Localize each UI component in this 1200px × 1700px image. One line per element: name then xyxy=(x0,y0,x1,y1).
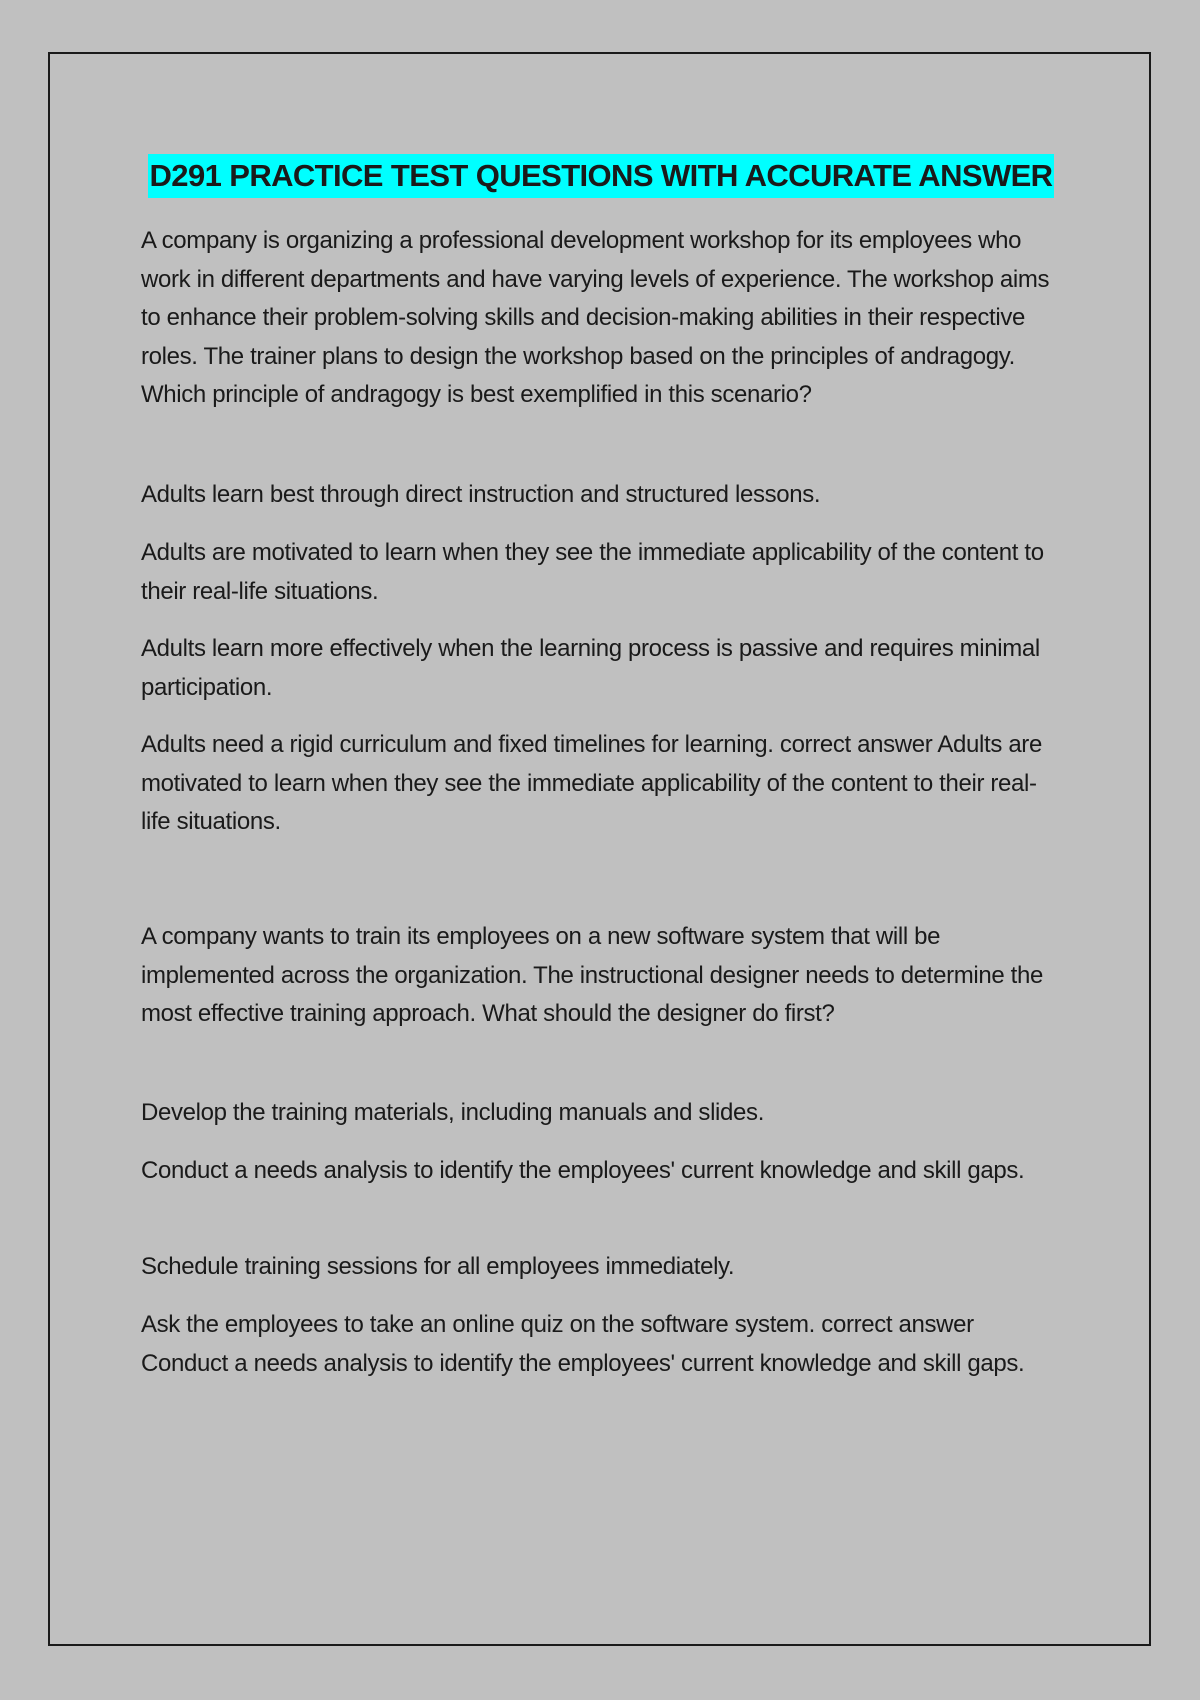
question-2-option-1: Develop the training materials, including manuals and slides. xyxy=(141,1099,765,1126)
title-container xyxy=(141,154,1061,198)
question-2-text: A company wants to train its employees on a new software system that will be implemented across the organization. The instructional designer needs to determine the most effective training approach. What should the designer do first? xyxy=(141,923,1043,1027)
question-1-option-1: Adults learn best through direct instruction and structured lessons. xyxy=(141,481,821,508)
question-1-option-3: Adults learn more effectively when the learning process is passive and requires minimal participation. xyxy=(141,635,1040,701)
question-2-option-3: Schedule training sessions for all employees immediately. xyxy=(141,1253,735,1280)
document-title: D291 PRACTICE TEST QUESTIONS WITH ACCURATE ANSWER xyxy=(148,154,1055,198)
question-1-option-4-answer: Adults need a rigid curriculum and fixed timelines for learning. correct answer Adults are motivated to learn when they see the immediate applicability of the content to their real-life situations. xyxy=(141,731,1042,835)
question-1-text: A company is organizing a professional development workshop for its employees who work in different departments and have varying levels of experience. The workshop aims to enhance their problem-solving skills and decision-making abilities in their respective roles. The trainer plans to design the workshop based on the principles of andragogy. Which principle of andragogy is best exemplified in this scenario? xyxy=(141,227,1050,408)
question-2-option-2: Conduct a needs analysis to identify the employees' current knowledge and skill gaps. xyxy=(141,1157,1025,1184)
question-1-option-2: Adults are motivated to learn when they see the immediate applicability of the content to their real-life situations. xyxy=(141,539,1044,605)
question-2-option-4-answer: Ask the employees to take an online quiz on the software system. correct answer Conduct a needs analysis to identify the employees' current knowledge and skill gaps. xyxy=(141,1311,1025,1377)
